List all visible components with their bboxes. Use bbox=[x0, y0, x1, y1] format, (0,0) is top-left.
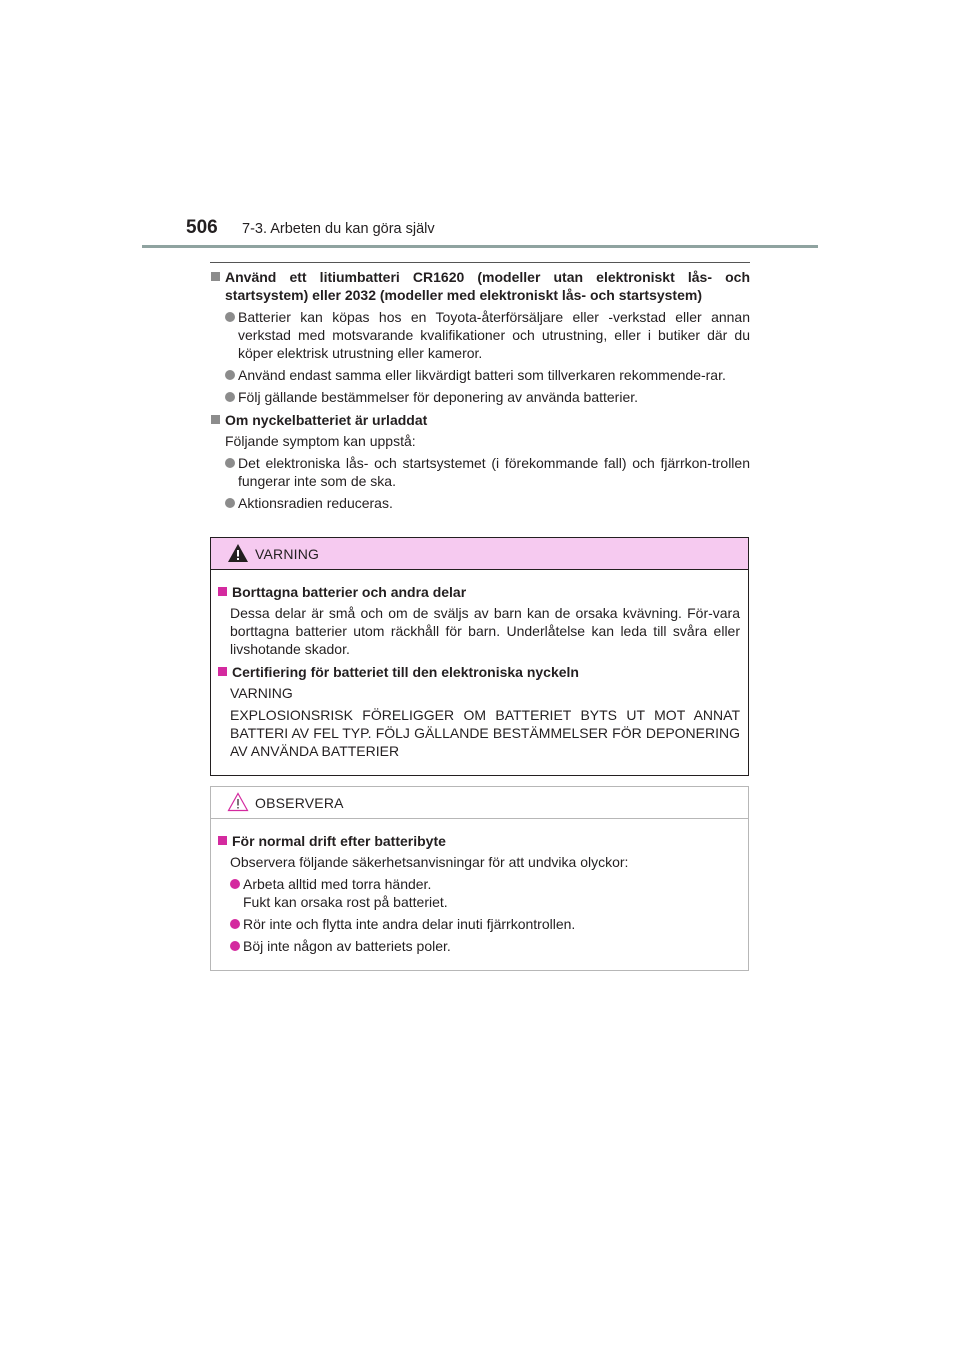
section-divider bbox=[210, 262, 750, 263]
list-item-text: Arbeta alltid med torra händer. bbox=[243, 876, 432, 892]
circle-bullet-icon bbox=[225, 392, 235, 402]
list-item bbox=[225, 454, 750, 490]
list-item-text: Använd endast samma eller likvärdigt batteri som tillverkaren rekommende-rar. bbox=[238, 367, 726, 383]
square-bullet-icon bbox=[218, 836, 227, 845]
circle-bullet-icon bbox=[225, 458, 235, 468]
notice-body bbox=[211, 819, 748, 955]
warning-title: VARNING bbox=[255, 546, 320, 562]
list-item bbox=[225, 494, 750, 512]
warning-box bbox=[210, 537, 749, 776]
section-body bbox=[210, 432, 750, 512]
notice-intro: Observera följande säkerhetsanvisningar för att undvika olyckor: bbox=[230, 854, 629, 870]
section-heading-text: Använd ett litiumbatteri CR1620 (modeller utan elektroniskt lås- och startsystem) eller 2032 (modeller med elektroniskt lås- och startsystem) bbox=[225, 269, 750, 303]
circle-bullet-icon bbox=[225, 370, 235, 380]
notice-box bbox=[210, 786, 749, 971]
square-bullet-icon bbox=[211, 415, 220, 424]
list-item bbox=[225, 366, 750, 384]
chapter-title: 7-3. Arbeten du kan göra själv bbox=[242, 221, 435, 237]
square-bullet-icon bbox=[218, 667, 227, 676]
circle-bullet-icon bbox=[225, 498, 235, 508]
notice-header bbox=[211, 787, 748, 819]
warning-item-body bbox=[217, 684, 740, 760]
list-item-text: Batterier kan köpas hos en Toyota-återförsäljare eller -verkstad eller annan verkstad med motsvarande kvalifikationer och utrustning, eller i butiker där du köper elektrisk utrustning eller kameror. bbox=[238, 309, 750, 361]
circle-bullet-icon bbox=[230, 919, 240, 929]
list-item-text: Fukt kan orsaka rost på batteriet. bbox=[243, 894, 448, 910]
main-content bbox=[210, 262, 750, 512]
warning-triangle-icon bbox=[227, 543, 249, 563]
section-heading-text: Om nyckelbatteriet är urladdat bbox=[225, 412, 428, 428]
warning-body bbox=[211, 570, 748, 760]
list-item bbox=[225, 388, 750, 406]
warning-item-text: VARNING bbox=[230, 685, 293, 701]
notice-item-heading-text: För normal drift efter batteribyte bbox=[232, 833, 446, 849]
warning-item-text: Dessa delar är små och om de sväljs av barn kan de orsaka kvävning. För-vara borttagna batterier utom räckhåll för barn. Underlåtelse kan leda till svåra eller livshotande skador. bbox=[230, 605, 740, 657]
caution-triangle-outline-icon bbox=[227, 792, 249, 812]
warning-item-heading-text: Borttagna batterier och andra delar bbox=[232, 584, 467, 600]
list-item-text: Böj inte någon av batteriets poler. bbox=[243, 938, 451, 954]
section-heading bbox=[210, 411, 750, 429]
section-body bbox=[210, 308, 750, 406]
list-item bbox=[225, 308, 750, 362]
warning-item-body bbox=[217, 604, 740, 658]
list-item-text: Det elektroniska lås- och startsystemet (i förekommande fall) och fjärrkon-trollen fungerar inte som de ska. bbox=[238, 455, 750, 489]
list-item bbox=[230, 937, 740, 955]
warning-item-heading bbox=[217, 583, 740, 601]
circle-bullet-icon bbox=[225, 312, 235, 322]
warning-header bbox=[211, 538, 748, 570]
notice-item-body bbox=[217, 853, 740, 955]
list-item-text: Följ gällande bestämmelser för deponering av använda batterier. bbox=[238, 389, 639, 405]
header-divider bbox=[142, 245, 818, 248]
section-heading bbox=[210, 268, 750, 304]
warning-item-caps-text: EXPLOSIONSRISK FÖRELIGGER OM BATTERIET BYTS UT MOT ANNAT BATTERI AV FEL TYP. FÖLJ GÄLLANDE BESTÄMMELSER FÖR DEPONERING AV ANVÄNDA BATTERIER bbox=[230, 707, 740, 759]
notice-item-heading bbox=[217, 832, 740, 850]
square-bullet-icon bbox=[218, 587, 227, 596]
warning-item-heading-text: Certifiering för batteriet till den elektroniska nyckeln bbox=[232, 664, 579, 680]
list-item-text: Aktionsradien reduceras. bbox=[238, 495, 393, 511]
circle-bullet-icon bbox=[230, 879, 240, 889]
square-bullet-icon bbox=[211, 272, 220, 281]
list-item bbox=[230, 875, 740, 911]
section-intro: Följande symptom kan uppstå: bbox=[225, 433, 416, 449]
page-number: 506 bbox=[186, 217, 218, 238]
warning-item-heading bbox=[217, 663, 740, 681]
circle-bullet-icon bbox=[230, 941, 240, 951]
list-item-text: Rör inte och flytta inte andra delar inuti fjärrkontrollen. bbox=[243, 916, 576, 932]
list-item bbox=[230, 915, 740, 933]
notice-title: OBSERVERA bbox=[255, 795, 344, 811]
